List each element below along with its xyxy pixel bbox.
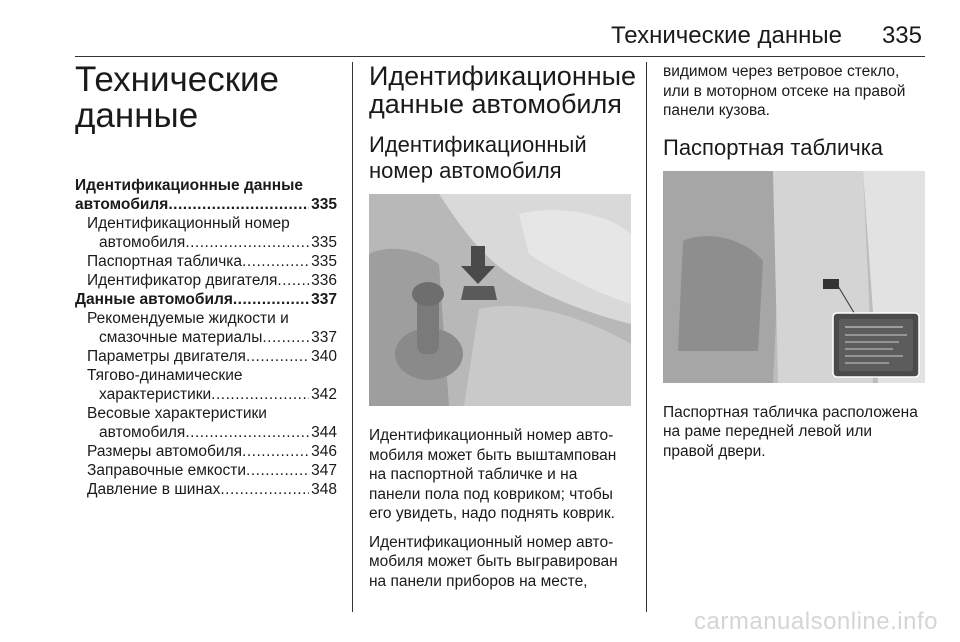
subsection-heading-line2: номер автомобиля bbox=[369, 158, 562, 183]
toc-page-number: 346 bbox=[311, 443, 337, 460]
toc-label: автомобиля bbox=[75, 196, 169, 213]
toc-label: смазочные материалы bbox=[99, 329, 263, 346]
toc-label: Весовые характеристики bbox=[87, 405, 267, 422]
toc-row bbox=[75, 195, 337, 214]
chapter-title-line2: данные bbox=[75, 96, 199, 135]
toc-leader-dots bbox=[233, 290, 309, 309]
column-divider-right bbox=[646, 62, 647, 612]
toc-label: Паспортная табличка bbox=[87, 253, 243, 270]
toc-label: Данные автомобиля bbox=[75, 291, 233, 308]
toc-label: Давление в шинах bbox=[87, 481, 221, 498]
plate-paragraph: Паспортная табличка расположена на раме передней левой или правой двери. bbox=[663, 403, 918, 460]
toc-item-engine-identification[interactable] bbox=[75, 271, 337, 290]
toc-section-label: Идентификационные данные bbox=[75, 177, 304, 194]
toc-label: Рекомендуемые жидкости и bbox=[87, 310, 289, 327]
toc-label: Тягово-динамические bbox=[87, 367, 243, 384]
toc-leader-dots bbox=[185, 233, 309, 252]
toc-leader-dots bbox=[277, 271, 309, 290]
section-heading-line1: Идентификационные bbox=[369, 61, 637, 91]
toc-page-number: 348 bbox=[311, 481, 337, 498]
chapter-toc-column bbox=[75, 62, 337, 499]
toc-label: Размеры автомобиля bbox=[87, 443, 243, 460]
subsection-heading-vin bbox=[369, 132, 631, 184]
chapter-title-line1: Технические bbox=[75, 60, 280, 99]
vin-paragraph-2: Идентификационный номер авто-мобиля может быть выгравирован на панели приборов на месте, bbox=[369, 533, 618, 590]
toc-item-capacities[interactable] bbox=[75, 461, 337, 480]
page-number: 335 bbox=[881, 22, 922, 49]
toc-label: Идентификатор двигателя bbox=[87, 272, 278, 289]
toc-section-vehicle-identification[interactable] bbox=[75, 176, 337, 214]
toc-item-vehicle-dimensions[interactable] bbox=[75, 442, 337, 461]
column-divider-left bbox=[352, 62, 353, 612]
toc-row bbox=[75, 328, 337, 347]
toc-item-tyre-pressures[interactable] bbox=[75, 480, 337, 499]
toc-page-number: 342 bbox=[311, 386, 337, 403]
toc-item-fluids-lubricants[interactable] bbox=[75, 309, 337, 347]
toc-leader-dots bbox=[242, 252, 309, 271]
toc-page-number: 335 bbox=[311, 253, 337, 270]
header-rule bbox=[75, 56, 925, 57]
toc-item-vin[interactable] bbox=[75, 214, 337, 252]
toc-label: Заправочные емкости bbox=[87, 462, 247, 479]
toc-page-number: 344 bbox=[311, 424, 337, 441]
toc-leader-dots bbox=[220, 480, 309, 499]
toc-page-number: 336 bbox=[311, 272, 337, 289]
subsection-heading-line1: Идентификационный bbox=[369, 132, 587, 157]
toc-label: Идентификационный номер bbox=[87, 215, 290, 232]
vin-paragraph-continued: видимом через ветровое стекло, или в моторном отсеке на правой панели кузова. bbox=[663, 63, 906, 119]
section-heading-line2: данные автомобиля bbox=[369, 89, 622, 119]
toc-label: Параметры двигателя bbox=[87, 348, 246, 365]
running-header-title: Технические данные bbox=[610, 22, 842, 49]
watermark: carmanualsonline.info bbox=[694, 608, 938, 635]
plate-location-illustration bbox=[663, 171, 925, 383]
toc-label: характеристики bbox=[99, 386, 212, 403]
toc-label: автомобиля bbox=[99, 234, 186, 251]
toc-leader-dots bbox=[185, 423, 309, 442]
toc-leader-dots bbox=[242, 442, 309, 461]
toc-item-vehicle-weight[interactable] bbox=[75, 404, 337, 442]
toc-page-number: 340 bbox=[311, 348, 337, 365]
chapter-title bbox=[75, 62, 337, 134]
toc-leader-dots bbox=[246, 461, 309, 480]
vehicle-identification-column bbox=[369, 61, 637, 600]
toc-leader-dots bbox=[262, 328, 309, 347]
door-plate-illustration bbox=[663, 171, 925, 383]
section-heading bbox=[369, 61, 637, 119]
toc-section-vehicle-data[interactable] bbox=[75, 290, 337, 309]
toc-page-number: 337 bbox=[311, 291, 337, 308]
toc-item-engine-data[interactable] bbox=[75, 347, 337, 366]
identification-plate-column bbox=[663, 62, 925, 470]
subsection-heading-plate: Паспортная табличка bbox=[663, 134, 884, 160]
vin-location-illustration bbox=[369, 194, 631, 406]
toc-row bbox=[75, 423, 337, 442]
toc-page-number: 335 bbox=[311, 196, 337, 213]
vin-paragraph-1: Идентификационный номер авто-мобиля может быть выштампован на паспортной табличке и на панели пола под ковриком; чтобы его увидеть, надо поднять коврик. bbox=[369, 427, 617, 522]
toc-label: автомобиля bbox=[99, 424, 186, 441]
toc-leader-dots bbox=[246, 347, 309, 366]
toc-leader-dots bbox=[211, 385, 309, 404]
toc-item-performance[interactable] bbox=[75, 366, 337, 404]
toc-row bbox=[75, 233, 337, 252]
vin-floor-illustration bbox=[369, 194, 631, 406]
toc-page-number: 347 bbox=[311, 462, 337, 479]
toc-item-identification-plate[interactable] bbox=[75, 252, 337, 271]
toc-page-number: 335 bbox=[311, 234, 337, 251]
toc-page-number: 337 bbox=[311, 329, 337, 346]
toc-leader-dots bbox=[168, 195, 309, 214]
toc-row bbox=[75, 385, 337, 404]
